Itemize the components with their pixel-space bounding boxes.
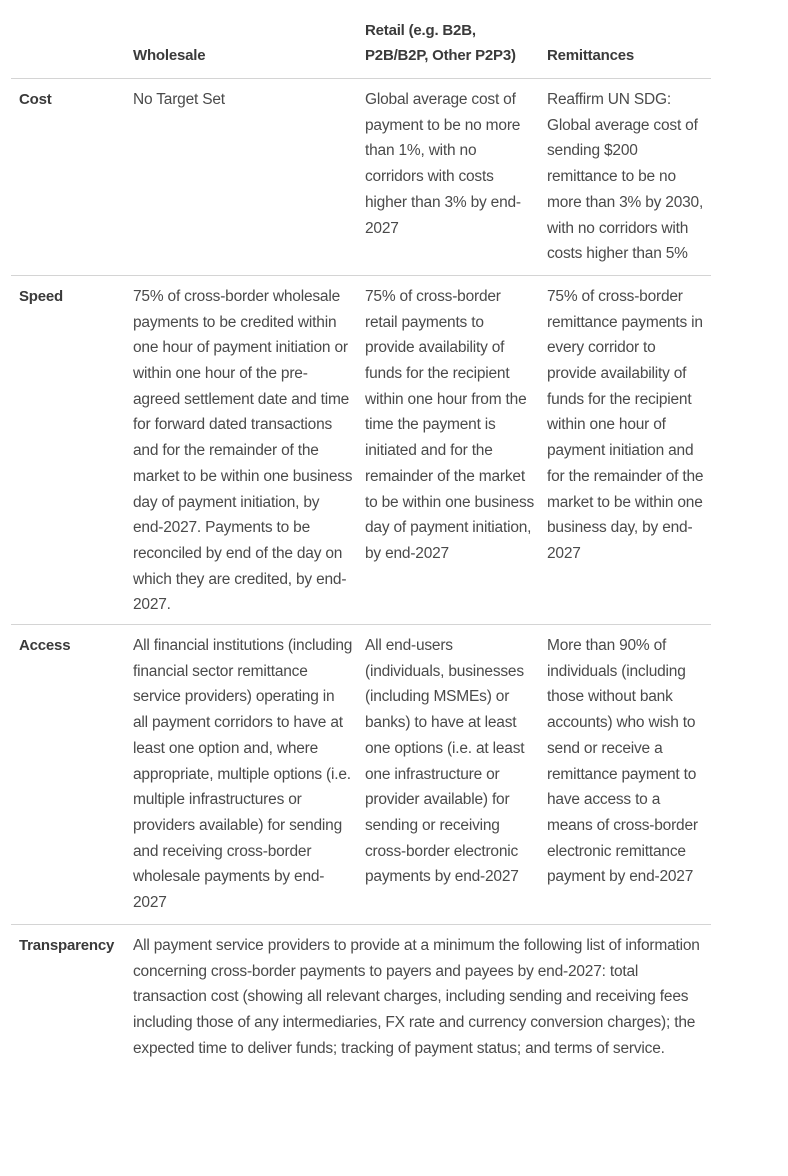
speed-retail-cell: 75% of cross-border retail payments to provide availability of funds for the recipient within one hour from the time the payment is initiated and for the remainder of the market to be within one business day of payment initiation, by end-2027 [357,275,539,624]
speed-wholesale-cell: 75% of cross-border wholesale payments to be credited within one hour of payment initiation or within one hour of the pre-agreed settlement date and time for forward dated transactions and for the remainder of the market to be within one business day of payment initiation, by end-2027. Payments to be reconciled by end of the day on which they are credited, by end-2027. [125,275,357,624]
cost-wholesale-cell: No Target Set [125,79,357,276]
targets-table [11,0,711,1067]
speed-remittances-cell: 75% of cross-border remittance payments in every corridor to provide availability of funds for the recipient within one hour of payment initiation and for the remainder of the market to be within one business day, by end-2027 [539,275,711,624]
table-row-access [11,625,711,925]
access-retail-cell: All end-users (individuals, businesses (including MSMEs) or banks) to have at least one options (i.e. at least one infrastructure or provider available) for sending or receiving cross-border electronic payments by end-2027 [357,625,539,925]
cost-retail-cell: Global average cost of payment to be no more than 1%, with no corridors with costs higher than 3% by end-2027 [357,79,539,276]
access-wholesale-cell: All financial institutions (including financial sector remittance service providers) operating in all payment corridors to have at least one option and, where appropriate, multiple options (i.e. multiple infrastructures or providers available) for sending and receiving cross-border wholesale payments by end-2027 [125,625,357,925]
cost-remittances-cell: Reaffirm UN SDG: Global average cost of sending $200 remittance to be no more than 3% by 2030, with no corridors with costs higher than 5% [539,79,711,276]
row-label-speed: Speed [11,275,125,624]
header-wholesale: Wholesale [125,0,357,79]
row-label-transparency: Transparency [19,936,115,954]
table-row-cost [11,79,711,276]
header-blank [11,0,125,79]
header-retail: Retail (e.g. B2B, P2B/B2P, Other P2P3) [357,0,539,79]
transparency-text-cell: All payment service providers to provide at a minimum the following list of information concerning cross-border payments to payers and payees by end-2027: total transaction cost (showing all relevant charges, including sending and receiving fees including those of any intermediaries, FX rate and currency conversion charges); the expected time to deliver funds; tracking of payment status; and terms of service. [133,936,700,1057]
header-remittances: Remittances [539,0,711,79]
row-label-cost: Cost [11,79,125,276]
row-label-access: Access [11,625,125,925]
table-row-speed [11,275,711,624]
access-remittances-cell: More than 90% of individuals (including those without bank accounts) who wish to send or receive a remittance payment to have access to a means of cross-border electronic remittance payment by end-2027 [539,625,711,925]
header-row [11,0,711,79]
table-header [11,0,711,79]
table-body [11,79,711,1068]
table-row-transparency [11,924,711,1067]
